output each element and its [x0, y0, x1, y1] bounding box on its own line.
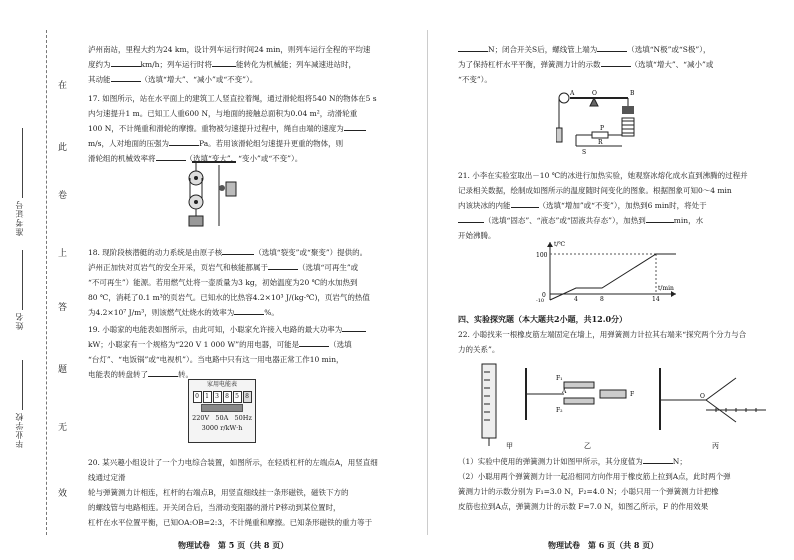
- q20-line: 20. 某兴趣小组设计了一个力电综合装置，如图所示，在轻质杠杆的左端点A，用竖直细线通过定滑: [88, 458, 378, 482]
- q21-line: 内该块冰的内能 （选填“增加”或“不变”），加热到6 min时，将处于: [458, 198, 774, 213]
- q17-line: 17. 如图所示，站在水平面上的建筑工人竖直拉着绳，通过滑轮组将540 N的物体在5 s: [88, 94, 377, 103]
- label-name: 姓名: [15, 312, 24, 330]
- fig-label: A: [562, 388, 567, 395]
- q20-line: N；闭合开关S后，螺线管上端为 （选填“N极”或“S极”），: [458, 42, 774, 57]
- graph-ylabel: t/℃: [554, 241, 566, 248]
- q18-line: “不可再生”）能源。若用燃气灶将一壶质量为3 kg，初始温度为20 ℃的水加热到: [88, 278, 358, 287]
- fig-label-yi: 乙: [584, 442, 591, 450]
- fig-label: O: [592, 90, 597, 97]
- q21-line: 21. 小李在实验室取出－10 ℃的冰进行加热实验，她观察冰熔化成水直到沸腾的过程并: [458, 171, 748, 180]
- graph-ytick: -10: [536, 298, 545, 302]
- fig-label: A: [570, 90, 575, 97]
- q17-line: 滑轮组的机械效率将 （选填“变大”、“变小”或“不变”）。: [88, 151, 384, 166]
- q20-line: 的螺线管与电路相连。开关闭合后，当滑动变阻器的滑片P移动到某位置时，: [88, 503, 341, 512]
- section-title: 四、实验探究题（本大题共2小题，共12.0分）: [458, 314, 628, 324]
- graph-xlabel: t/min: [658, 285, 674, 292]
- q18-line: 泸州正加快对页岩气的安全开采，页岩气和核能都属于 （选填“可再生”或: [88, 260, 384, 275]
- q19-line: kW；小聪家有一个规格为“220 V 1 000 W”的用电器，可能是 （选填: [88, 337, 384, 352]
- q21-line: 开始沸腾。: [458, 231, 496, 240]
- q22-part-line: （2）小聪用两个弹簧测力计一起沿相同方向作用于橡皮筋上拉到A点，此时两个弹: [458, 472, 731, 481]
- q22-line: 22. 小聪找来一根橡皮筋左端固定在墙上，用弹簧测力计拉其右端来“探究两个分力与合: [458, 330, 747, 339]
- q21-line: （选填“固态”、“液态”或“固液共存态”），加热到 min，水: [458, 213, 774, 228]
- label-school: 毕业学校: [15, 412, 24, 448]
- meter-row: 220V 50A 50Hz: [192, 414, 252, 422]
- page-divider: [427, 30, 428, 535]
- q19-line: 19. 小聪家的电能表如图所示，由此可知，小聪家允许接入电路的最大功率为: [88, 322, 384, 337]
- temperature-graph: [536, 238, 686, 302]
- q16-line: 其动能 （选填“增大”、“减小”或“不变”）。: [88, 72, 384, 87]
- fig-label: F: [630, 391, 635, 398]
- meter-digit: 8: [223, 391, 232, 403]
- fig-label-bing: 丙: [712, 442, 719, 450]
- spring-scale-figures: [476, 360, 776, 452]
- footer-page6: 物理试卷 第 6 页（共 8 页）: [548, 540, 659, 550]
- q18-line: 为4.2×10⁷ J/m³，则该燃气灶烧水的效率为 %。: [88, 305, 384, 320]
- binding-margin: [0, 0, 74, 560]
- q21-line: 记录相关数据，绘制成如图所示的温度随时间变化的图象。根据图象可知0～4 min: [458, 186, 732, 195]
- label-exam-number: 准考证号: [15, 200, 24, 236]
- graph-ytick: 100: [536, 252, 548, 259]
- seal-char: 题: [58, 365, 68, 375]
- seal-char: 答: [58, 303, 68, 313]
- q17-line: 内匀速提升1 m。已知工人重600 N，与地面的接触总面积为0.04 m²，动滑轮重: [88, 109, 358, 118]
- meter-title: 家用电能表: [206, 381, 237, 388]
- graph-ytick: 0: [542, 292, 546, 299]
- graph-xtick: 4: [574, 296, 578, 302]
- q22-part-line: 皮筋也拉到A点，弹簧测力计的示数 F=7.0 N，如图乙所示，F 的作用效果: [458, 502, 709, 511]
- seal-char: 此: [58, 143, 68, 153]
- blank-line: [22, 250, 23, 310]
- meter-digit: 0: [193, 391, 202, 403]
- q17-line: m/s，人对地面的压强为 Pa。若用该滑轮组匀速提升更重的物体，则: [88, 136, 384, 151]
- fig-label: O: [700, 393, 705, 400]
- fig-label-jia: 甲: [506, 442, 513, 450]
- fig-label: F₁: [556, 375, 563, 382]
- q18-line: 18. 现阶段核潜艇的动力系统是由原子核 （选填“裂变”或“聚变”）提供的。: [88, 245, 384, 260]
- q17-line: 100 N，不计绳重和滑轮的摩擦。重物被匀速提升过程中，绳自由端的速度为: [88, 121, 384, 136]
- fig-label: S: [582, 149, 587, 156]
- meter-digit: 1: [203, 391, 212, 403]
- pulley-figure: [184, 160, 244, 230]
- electric-meter: [188, 379, 256, 443]
- seal-char: 在: [58, 81, 68, 91]
- lever-circuit-figure: [556, 88, 638, 158]
- blank-line: [22, 360, 23, 410]
- meter-dial: [201, 404, 243, 412]
- meter-digit: 5: [233, 391, 242, 403]
- q16-line: 度约为 km/h；列车运行时将 能转化为机械能；列车减速进站时，: [88, 57, 384, 72]
- seal-char: 无: [58, 423, 68, 433]
- q20-line: 杠杆在水平位置平衡，已知OA:OB=2:3，不计绳重和摩擦。已知条形磁铁的重力等于: [88, 518, 373, 527]
- q20-line: 轮与弹簧测力计相连，杠杆的右端点B，用竖直细线挂一条形磁铁，磁铁下方的: [88, 488, 349, 497]
- left-content: [88, 42, 384, 166]
- q22-part-line: （1）实验中使用的弹簧测力计如图甲所示，其分度值为 N；: [458, 454, 774, 469]
- footer-page5: 物理试卷 第 5 页（共 8 页）: [178, 540, 289, 550]
- meter-digits: [189, 391, 255, 403]
- q22-line: 力的关系”。: [458, 345, 500, 354]
- seal-char: 卷: [58, 191, 68, 201]
- seal-char: 上: [58, 249, 68, 259]
- graph-xtick: 8: [600, 296, 604, 302]
- left-content-q20: [88, 455, 384, 530]
- q16-line: 泸州南站，里程大约为24 km，设计列车运行时间24 min，则列车运行全程的平均速: [88, 45, 371, 54]
- q20-line: “不变”）。: [458, 75, 492, 84]
- q22-part-line: 簧测力计的示数分别为 F₁=3.0 N，F₂=4.0 N；小聪只用一个弹簧测力计把橡: [458, 487, 719, 496]
- blank-line: [22, 128, 23, 198]
- q20-line: 为了保持杠杆水平平衡，弹簧测力计的示数 （选填“增大”、“减小”或: [458, 57, 774, 72]
- meter-digit: 3: [213, 391, 222, 403]
- right-content: [458, 42, 774, 87]
- left-content-lower: [88, 245, 384, 382]
- seal-char: 效: [58, 489, 68, 499]
- fig-label: B: [630, 90, 635, 97]
- q19-line: “台灯”、“电饭锅”或“电视机”）。当电路中只有这一用电器正常工作10 min，: [88, 355, 344, 364]
- meter-constant: 3000 r/kW·h: [201, 424, 243, 432]
- right-content-q21: [458, 168, 774, 243]
- fig-label: F₂: [556, 407, 563, 414]
- q19-line: 电能表的转盘转了 转。: [88, 367, 384, 382]
- right-content-q22-parts: [458, 454, 774, 514]
- graph-xtick: 14: [652, 296, 660, 302]
- meter-digit: 8: [243, 391, 252, 403]
- seal-line: [46, 30, 47, 535]
- right-content-section: [458, 312, 774, 357]
- fig-label: P: [600, 125, 605, 132]
- fig-label: R: [598, 139, 603, 146]
- q18-line: 80 ℃，消耗了0.1 m³的页岩气。已知水的比热容4.2×10³ J/(kg·℃)，页岩气的热值: [88, 293, 370, 302]
